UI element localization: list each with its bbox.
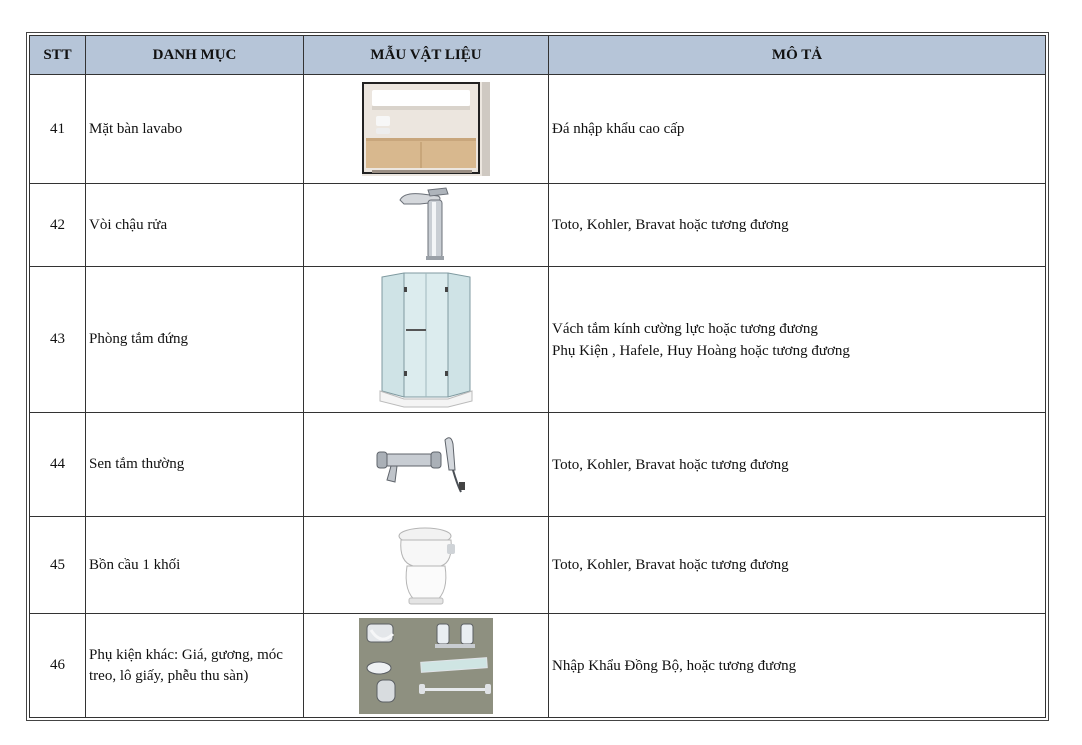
glass-shower-enclosure-image bbox=[376, 271, 476, 409]
row-category: Bồn cầu 1 khối bbox=[86, 517, 304, 614]
description-line: Phụ Kiện , Hafele, Huy Hoàng hoặc tương đương bbox=[552, 342, 850, 359]
table-row bbox=[30, 614, 1046, 718]
shower-mixer-image bbox=[373, 434, 479, 496]
row-category: Phòng tắm đứng bbox=[86, 267, 304, 413]
table-row bbox=[30, 75, 1046, 184]
table-row bbox=[30, 184, 1046, 267]
row-image-cell bbox=[304, 614, 549, 718]
description-line: Vách tắm kính cường lực hoặc tương đương bbox=[552, 320, 818, 337]
header-sample: MẪU VẬT LIỆU bbox=[304, 36, 549, 75]
description-line: Nhập Khẩu Đồng Bộ, hoặc tương đương bbox=[552, 657, 797, 674]
table-row bbox=[30, 267, 1046, 413]
row-stt: 44 bbox=[30, 413, 86, 517]
description-line: Toto, Kohler, Bravat hoặc tương đương bbox=[552, 217, 789, 233]
header-description: MÔ TẢ bbox=[549, 36, 1046, 75]
row-description bbox=[549, 517, 1046, 614]
table-row bbox=[30, 413, 1046, 517]
header-row bbox=[30, 36, 1046, 75]
basin-faucet-image bbox=[394, 186, 458, 264]
row-category: Sen tắm thường bbox=[86, 413, 304, 517]
row-image-cell bbox=[304, 517, 549, 614]
materials-table bbox=[29, 35, 1046, 718]
table-row bbox=[30, 517, 1046, 614]
row-stt: 42 bbox=[30, 184, 86, 267]
header-category: DANH MỤC bbox=[86, 36, 304, 75]
description-line: Toto, Kohler, Bravat hoặc tương đương bbox=[552, 557, 789, 573]
row-image-cell bbox=[304, 75, 549, 184]
row-image-cell bbox=[304, 267, 549, 413]
bathroom-accessories-image bbox=[359, 618, 493, 714]
row-description bbox=[549, 75, 1046, 184]
description-line: Đá nhập khẩu cao cấp bbox=[552, 121, 685, 137]
row-category: Mặt bàn lavabo bbox=[86, 75, 304, 184]
description-line: Toto, Kohler, Bravat hoặc tương đương bbox=[552, 456, 789, 473]
one-piece-toilet-image bbox=[391, 522, 461, 608]
row-category: Vòi chậu rửa bbox=[86, 184, 304, 267]
row-image-cell bbox=[304, 413, 549, 517]
vanity-cabinet-image bbox=[362, 82, 490, 176]
row-description bbox=[549, 413, 1046, 517]
header-stt: STT bbox=[30, 36, 86, 75]
row-stt: 43 bbox=[30, 267, 86, 413]
row-stt: 41 bbox=[30, 75, 86, 184]
row-stt: 45 bbox=[30, 517, 86, 614]
row-category: Phụ kiện khác: Giá, gương, móc treo, lô giấy, phễu thu sàn) bbox=[86, 614, 304, 718]
row-image-cell bbox=[304, 184, 549, 267]
row-description bbox=[549, 267, 1046, 413]
row-description bbox=[549, 614, 1046, 718]
row-description bbox=[549, 184, 1046, 267]
row-stt: 46 bbox=[30, 614, 86, 718]
